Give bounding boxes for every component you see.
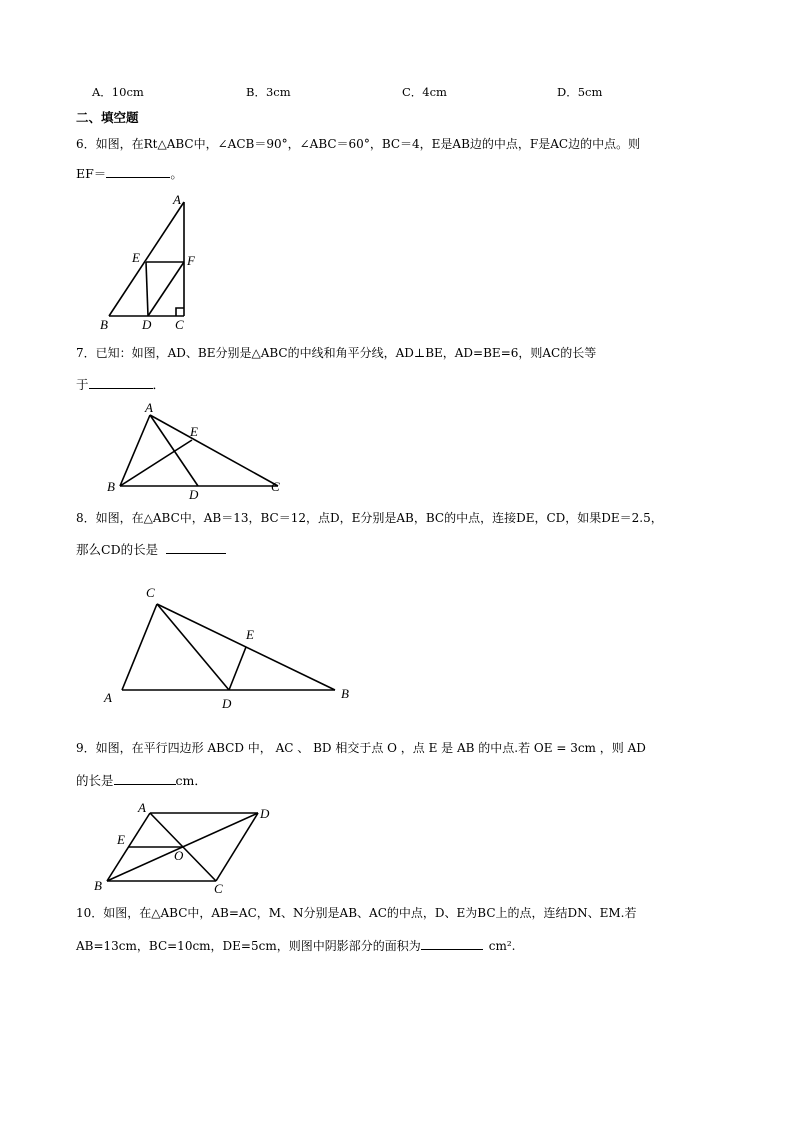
option-c: C．4cm <box>402 85 447 99</box>
q9-label-c: C <box>214 881 223 896</box>
q8-figure <box>95 578 365 713</box>
q6-label-c: C <box>175 317 184 332</box>
q6-segment-ed <box>146 262 148 316</box>
q10-text-line1: 10．如图，在△ABC中，AB=AC，M、N分别是AB、AC的中点，D、E为BC上的点，连结DN、EM.若 <box>76 906 637 920</box>
q6-label-e: E <box>132 250 140 265</box>
q8-label-e: E <box>246 627 254 642</box>
q10-prefix: AB=13cm，BC=10cm，DE=5cm，则图中阴影部分的面积为 <box>76 939 421 953</box>
q8-answer-blank <box>166 541 226 554</box>
q8-prefix: 那么CD的长是 <box>76 542 159 557</box>
q7-text-line2 <box>76 376 165 393</box>
q8-segment-cd <box>157 604 229 690</box>
q7-text-line1: 7．已知：如图，AD、BE分别是△ABC的中线和角平分线，AD⊥BE，AD=BE=6，则AC的长等 <box>76 346 597 360</box>
q10-answer-blank <box>421 937 483 950</box>
q9-suffix: cm． <box>175 773 207 788</box>
q9-prefix: 的长是 <box>76 773 114 788</box>
q8-text-line2 <box>76 541 226 558</box>
q8-label-b: B <box>341 686 349 701</box>
q9-text-line1: 9．如图，在平行四边形 ABCD 中， AC 、 BD 相交于点 O ，点 E 是 AB 的中点.若 OE = 3cm ，则 AD <box>76 741 646 755</box>
q7-segment-ac <box>150 415 278 486</box>
q6-label-a: A <box>173 192 181 207</box>
section-heading: 二、填空题 <box>76 110 139 125</box>
q10-text-line2 <box>76 937 515 954</box>
q8-label-a: A <box>104 690 112 705</box>
q6-label-f: F <box>187 253 195 268</box>
q6-segment-ab <box>109 202 184 316</box>
q6-suffix: 。 <box>170 166 183 181</box>
option-d: D．5cm <box>557 85 603 99</box>
q7-label-b: B <box>107 479 115 494</box>
q8-text-line1: 8．如图，在△ABC中，AB＝13，BC＝12，点D，E分别是AB，BC的中点，连接DE，CD，如果DE＝2.5， <box>76 511 663 525</box>
q7-segment-be <box>120 440 192 486</box>
q8-segment-ca <box>122 604 157 690</box>
q7-label-d: D <box>189 487 199 502</box>
q9-label-a: A <box>138 800 146 815</box>
q9-label-o: O <box>174 848 184 863</box>
q6-answer-blank <box>106 165 170 178</box>
q7-figure <box>100 398 300 503</box>
q7-answer-blank <box>89 376 153 389</box>
q8-label-d: D <box>222 696 232 711</box>
q7-prefix: 于 <box>76 377 89 392</box>
q6-prefix: EF＝ <box>76 166 107 181</box>
q8-segment-de <box>229 647 246 690</box>
q9-text-line2 <box>76 772 207 789</box>
q9-label-d: D <box>260 806 270 821</box>
q8-label-c: C <box>146 585 155 600</box>
q7-segment-ab <box>120 415 150 486</box>
q10-suffix: cm². <box>488 939 516 953</box>
q7-label-c: C <box>271 479 280 494</box>
q7-label-a: A <box>145 400 153 415</box>
q6-label-b: B <box>100 317 108 332</box>
q7-label-e: E <box>190 424 198 439</box>
q6-right-angle-mark <box>176 308 184 316</box>
option-a: A．10cm <box>92 85 144 99</box>
q9-figure <box>90 796 280 896</box>
q6-label-d: D <box>142 317 152 332</box>
q9-answer-blank <box>114 772 176 785</box>
q9-label-b: B <box>94 878 102 893</box>
q6-text-line1: 6．如图，在Rt△ABC中，∠ACB＝90°，∠ABC＝60°，BC＝4，E是AB边的中点，F是AC边的中点。则 <box>76 137 641 151</box>
q9-label-e: E <box>117 832 125 847</box>
q6-text-line2 <box>76 165 183 182</box>
option-b: B．3cm <box>246 85 291 99</box>
q6-figure <box>95 190 210 335</box>
q7-suffix: ． <box>152 377 166 392</box>
